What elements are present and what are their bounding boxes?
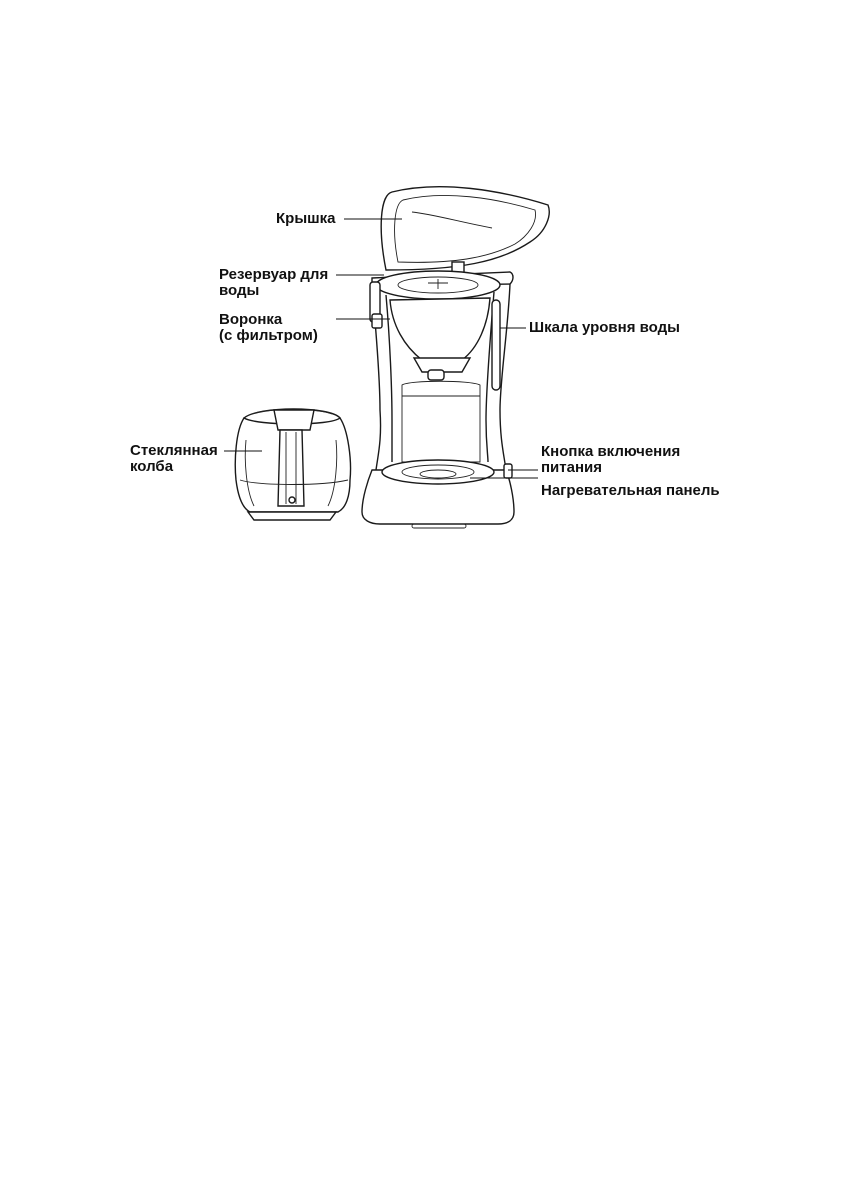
- flask-text-1: Стеклянная: [130, 442, 218, 459]
- lid-text: Крышка: [276, 210, 336, 227]
- power-text-1: Кнопка включения: [541, 443, 681, 460]
- power-text-2: питания: [541, 459, 603, 476]
- water-scale-label: [529, 320, 680, 336]
- funnel-text-1: Воронка: [219, 311, 283, 328]
- funnel-label: [219, 312, 318, 344]
- glass-flask-drawing: [235, 409, 350, 520]
- flask-text-2: колба: [130, 458, 174, 475]
- lid-drawing: [381, 187, 549, 274]
- heating-plate-text: Нагревательная панель: [541, 482, 720, 499]
- heating-plate-label: [541, 483, 720, 499]
- power-button-label: [541, 444, 680, 476]
- flask-label: [130, 443, 218, 475]
- water-scale-text: Шкала уровня воды: [529, 319, 680, 336]
- lid-label: [276, 211, 335, 227]
- reservoir-label: [219, 267, 328, 299]
- funnel-text-2: (с фильтром): [219, 327, 318, 344]
- coffee-maker-body: [362, 271, 514, 528]
- reservoir-text-2: воды: [219, 282, 260, 299]
- reservoir-text-1: Резервуар для: [219, 266, 329, 283]
